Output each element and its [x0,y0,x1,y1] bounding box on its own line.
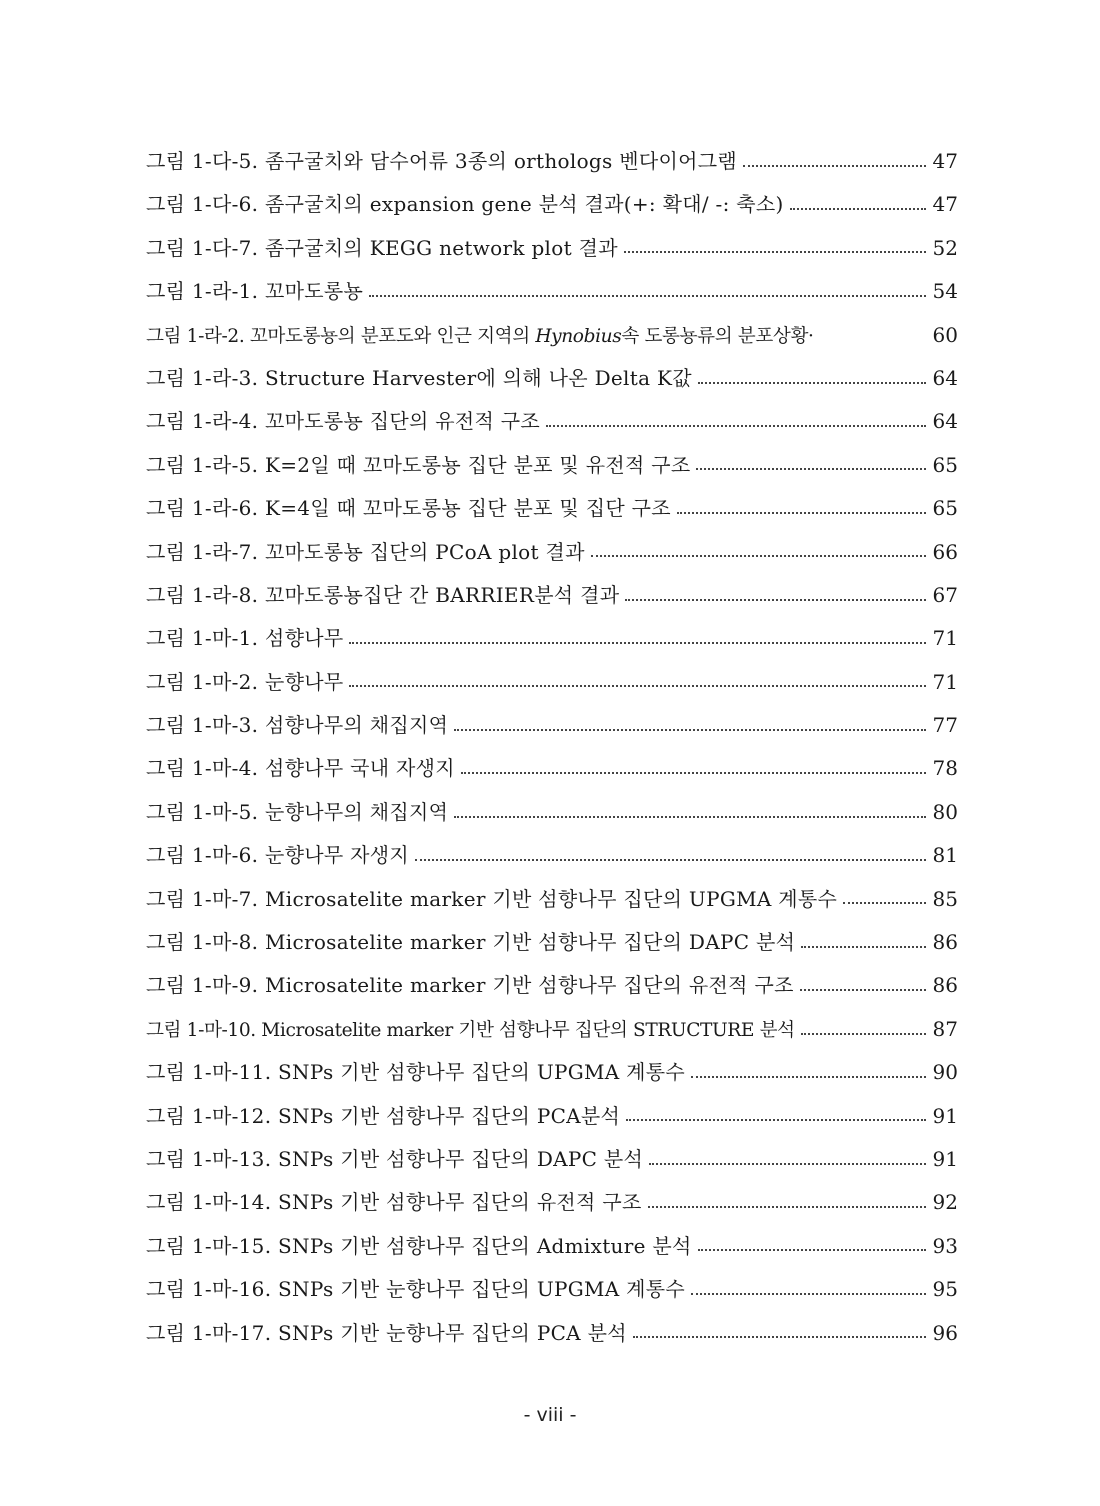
entry-label: 그림 1-마-7. Microsatelite marker 기반 섬향나무 집단의 UPGMA 계통수 [146,886,838,911]
entry-page: 96 [932,1320,958,1345]
dot-leader [698,1249,926,1251]
entry-label: 그림 1-라-3. Structure Harvester에 의해 나온 Delta K값 [146,365,692,390]
entry-label: 그림 1-마-5. 눈향나무의 채집지역 [146,799,449,824]
dot-leader [415,859,926,861]
toc-entry[interactable] [146,487,958,530]
entry-page: 95 [932,1277,958,1302]
entry-page: 60 [932,322,958,347]
toc-entry[interactable] [146,183,958,226]
toc-entry[interactable] [146,531,958,574]
toc-entry[interactable] [146,661,958,704]
entry-label: 그림 1-마-3. 섬향나무의 채집지역 [146,713,449,738]
entry-page: 71 [932,626,958,651]
entry-page: 64 [932,365,958,390]
toc-entry[interactable] [146,357,958,400]
entry-label: 그림 1-마-17. SNPs 기반 눈향나무 집단의 PCA 분석 [146,1320,627,1345]
entry-label: 그림 1-마-10. Microsatelite marker 기반 섬향나무 집단의 STRUCTURE 분석 [146,1019,795,1041]
entry-page: 90 [932,1060,958,1085]
toc-entry[interactable] [146,1225,958,1268]
toc-entry[interactable] [146,400,958,443]
entry-label: 그림 1-다-5. 좀구굴치와 담수어류 3종의 orthologs 벤다이어그램 [146,149,737,173]
entry-page: 91 [932,1146,958,1171]
entry-page: 52 [932,235,958,260]
dot-leader [698,382,926,384]
entry-label: 그림 1-마-4. 섬향나무 국내 자생지 [146,756,455,781]
entry-page: 47 [932,192,958,217]
dot-leader [546,425,926,427]
toc-entry[interactable] [146,791,958,834]
dot-leader [648,1206,926,1208]
entry-label: 그림 1-라-5. K=2일 때 꼬마도롱뇽 집단 분포 및 유전적 구조 [146,452,691,477]
genus-name: Hynobius [535,325,622,347]
entry-page: 80 [932,799,958,824]
dot-leader [454,816,926,818]
entry-label: 그림 1-라-4. 꼬마도롱뇽 집단의 유전적 구조 [146,409,541,434]
dot-leader [625,599,926,601]
entry-page: 47 [932,149,958,173]
entry-label [146,315,814,358]
entry-label: 그림 1-라-8. 꼬마도롱뇽집단 간 BARRIER분석 결과 [146,582,620,607]
dot-leader [633,1336,926,1338]
toc-entry[interactable] [146,878,958,921]
entry-label: 그림 1-마-2. 눈향나무 [146,669,344,694]
entry-page: 66 [932,539,958,564]
entry-page: 93 [932,1233,958,1258]
entry-label: 그림 1-마-8. Microsatelite marker 기반 섬향나무 집단의 DAPC 분석 [146,930,796,955]
dot-leader [454,729,926,731]
entry-page: 77 [932,713,958,738]
toc-entry[interactable] [146,444,958,487]
dot-leader [801,946,926,948]
entry-label: 그림 1-마-11. SNPs 기반 섬향나무 집단의 UPGMA 계통수 [146,1060,686,1085]
entry-label-pre: 그림 1-라-2. 꼬마도롱뇽의 분포도와 인근 지역의 [146,325,536,347]
entry-label-post: 속 도롱뇽류의 분포상황· [621,325,814,347]
entry-page: 86 [932,973,958,998]
entry-page: 71 [932,669,958,694]
dot-leader [801,1033,926,1035]
toc-entry[interactable] [146,1095,958,1138]
dot-leader [349,642,926,644]
entry-page: 91 [932,1103,958,1128]
entry-label: 그림 1-마-15. SNPs 기반 섬향나무 집단의 Admixture 분석 [146,1233,692,1258]
figure-list [146,140,958,1355]
toc-entry[interactable] [146,1181,958,1224]
entry-page: 85 [932,886,958,911]
dot-leader [691,1293,926,1295]
entry-page: 81 [932,843,958,868]
entry-page: 67 [932,582,958,607]
toc-entry[interactable] [146,574,958,617]
dot-leader [800,989,926,991]
entry-label: 그림 1-라-6. K=4일 때 꼬마도롱뇽 집단 분포 및 집단 구조 [146,496,671,521]
entry-label: 그림 1-라-7. 꼬마도롱뇽 집단의 PCoA plot 결과 [146,539,585,564]
toc-entry[interactable] [146,1051,958,1094]
dot-leader [624,251,926,253]
toc-entry[interactable] [146,140,958,183]
toc-entry[interactable] [146,227,958,270]
toc-entry[interactable] [146,270,958,313]
entry-label: 그림 1-다-7. 좀구굴치의 KEGG network plot 결과 [146,235,618,260]
toc-entry[interactable] [146,1312,958,1355]
entry-page: 78 [932,756,958,781]
entry-label: 그림 1-다-6. 좀구굴치의 expansion gene 분석 결과(+: 확대/ -: 축소) [146,192,784,217]
entry-label: 그림 1-마-9. Microsatelite marker 기반 섬향나무 집단의 유전적 구조 [146,973,794,998]
toc-entry[interactable] [146,1138,958,1181]
dot-leader [461,772,926,774]
entry-page: 64 [932,409,958,434]
entry-label: 그림 1-마-13. SNPs 기반 섬향나무 집단의 DAPC 분석 [146,1146,644,1171]
toc-entry[interactable] [146,1008,958,1051]
entry-page: 65 [932,496,958,521]
dot-leader [843,902,926,904]
toc-entry[interactable] [146,617,958,660]
dot-leader [591,555,926,557]
dot-leader [649,1163,926,1165]
entry-page: 87 [932,1016,958,1041]
entry-page: 86 [932,930,958,955]
dot-leader [626,1119,926,1121]
entry-label: 그림 1-라-1. 꼬마도롱뇽 [146,279,364,304]
toc-entry[interactable] [146,1268,958,1311]
dot-leader [677,512,926,514]
entry-label: 그림 1-마-16. SNPs 기반 눈향나무 집단의 UPGMA 계통수 [146,1277,686,1302]
toc-entry[interactable] [146,834,958,877]
dot-leader [349,685,926,687]
entry-page: 65 [932,452,958,477]
entry-page: 92 [932,1190,958,1215]
entry-label: 그림 1-마-6. 눈향나무 자생지 [146,843,409,868]
dot-leader [696,468,926,470]
entry-label: 그림 1-마-12. SNPs 기반 섬향나무 집단의 PCA분석 [146,1103,621,1128]
dot-leader [691,1076,926,1078]
dot-leader [790,208,926,210]
entry-page: 54 [932,279,958,304]
toc-entry[interactable] [146,964,958,1007]
toc-entry[interactable] [146,747,958,790]
entry-label: 그림 1-마-1. 섬향나무 [146,626,344,651]
toc-entry[interactable] [146,921,958,964]
dot-leader [743,165,926,167]
toc-entry[interactable] [146,704,958,747]
toc-entry[interactable] [146,314,958,357]
entry-label: 그림 1-마-14. SNPs 기반 섬향나무 집단의 유전적 구조 [146,1190,642,1215]
page-number: - viii - [523,1404,577,1426]
dot-leader [369,295,926,297]
